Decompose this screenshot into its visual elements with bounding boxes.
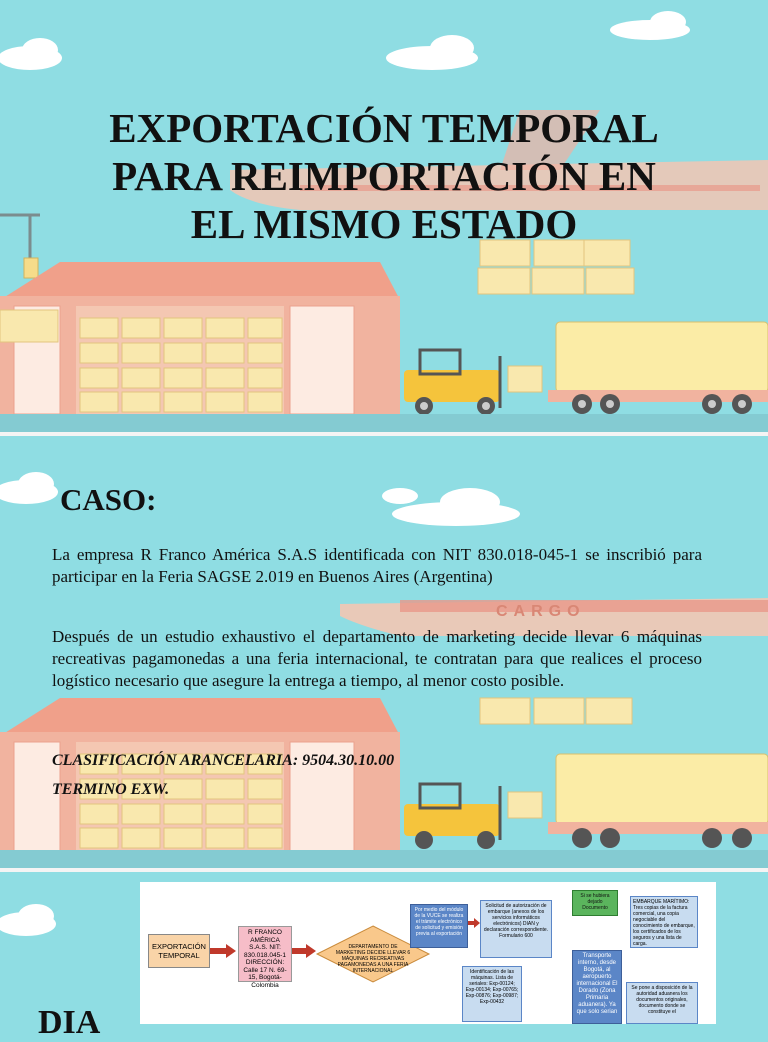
page-title	[30, 104, 738, 248]
decision-text: DEPARTAMENTO DE MARKETING DECIDE LLEVAR 6 MÁQUINAS RECREATIVAS PAGAMONEDAS A UNA FERIA INTERNACIONAL	[335, 944, 411, 974]
flow-step-shipping: EMBARQUE MARÍTIMO: Tres copias de la factura comercial, una copia negociable del conocimiento de embarque, los certificados de los seguros y una lista de carga.	[630, 896, 698, 948]
cloud-icon	[0, 11, 690, 70]
flow-step-customs: Se pone a disposición de la autoridad aduanera los documentos originales, documento donde se constituye el	[626, 982, 698, 1024]
truck-icon	[548, 754, 768, 848]
forklift-icon	[404, 784, 500, 849]
slide-title	[0, 0, 768, 432]
truck-icon	[548, 322, 768, 414]
flow-step-identification: Identificación de las máquinas. Lista de seriales: Exp-00124; Exp-00134; Exp-00765; Exp-00876; Exp-00987; Exp-00432	[462, 966, 522, 1022]
flow-step-vuce: Por medio del módulo de la VUCE se realiza el trámite electrónico de solicitud y emisión previa al exportación	[410, 904, 468, 948]
arrow-right-icon	[210, 944, 236, 958]
incoterm: TERMINO EXW.	[52, 781, 170, 798]
flow-step-company: R FRANCO AMÉRICA S.A.S. NIT: 830.018.045-1 DIRECCIÓN: Calle 17 N. 69-15, Bogotá-Colombia	[238, 926, 292, 982]
title-line: EL MISMO ESTADO	[190, 201, 578, 247]
process-flowchart	[140, 882, 716, 1024]
flow-step-transport: Transporte interno, desde Bogotá, al aeropuerto internacional El Dorado (Zona Primaria aduanera). Ya que solo serian	[572, 950, 622, 1024]
flow-step-authorization: Solicitud de autorización de embarque (anexos de los servicios informáticos electrónicos) DIAN y declaración correspondiente. Formulario 600	[480, 900, 552, 958]
case-paragraph: La empresa R Franco América S.A.S identificada con NIT 830.018-045-1 se inscribió para participar en la Feria SAGSE 2.019 en Buenos Aires (Argentina)	[52, 545, 702, 586]
arrow-right-icon	[292, 944, 316, 958]
section-heading: DIA	[38, 1004, 101, 1041]
case-paragraph: Después de un estudio exhaustivo el departamento de marketing decide llevar 6 máquinas recreativas pagamonedas a una feria internacional, te contratan para que realices el proceso logístico necesario que asegure la entrega a tiempo, al menor costo posible.	[52, 627, 702, 690]
title-line: EXPORTACIÓN TEMPORAL	[109, 105, 659, 151]
flow-step-export: EXPORTACIÓN TEMPORAL	[148, 934, 210, 968]
flow-step-document: Si se hubiera dejado Documento	[572, 890, 618, 916]
forklift-icon	[404, 350, 500, 415]
cloud-icon	[0, 904, 56, 936]
arrow-right-icon	[468, 918, 480, 928]
title-line: PARA REIMPORTACIÓN EN	[112, 153, 656, 199]
slide-diagram	[0, 872, 768, 1041]
slide-caso	[0, 436, 768, 868]
tariff-classification: CLASIFICACIÓN ARANCELARIA: 9504.30.10.00	[52, 752, 395, 769]
cargo-label: CARGO	[496, 603, 586, 620]
section-heading: CASO:	[60, 482, 157, 517]
